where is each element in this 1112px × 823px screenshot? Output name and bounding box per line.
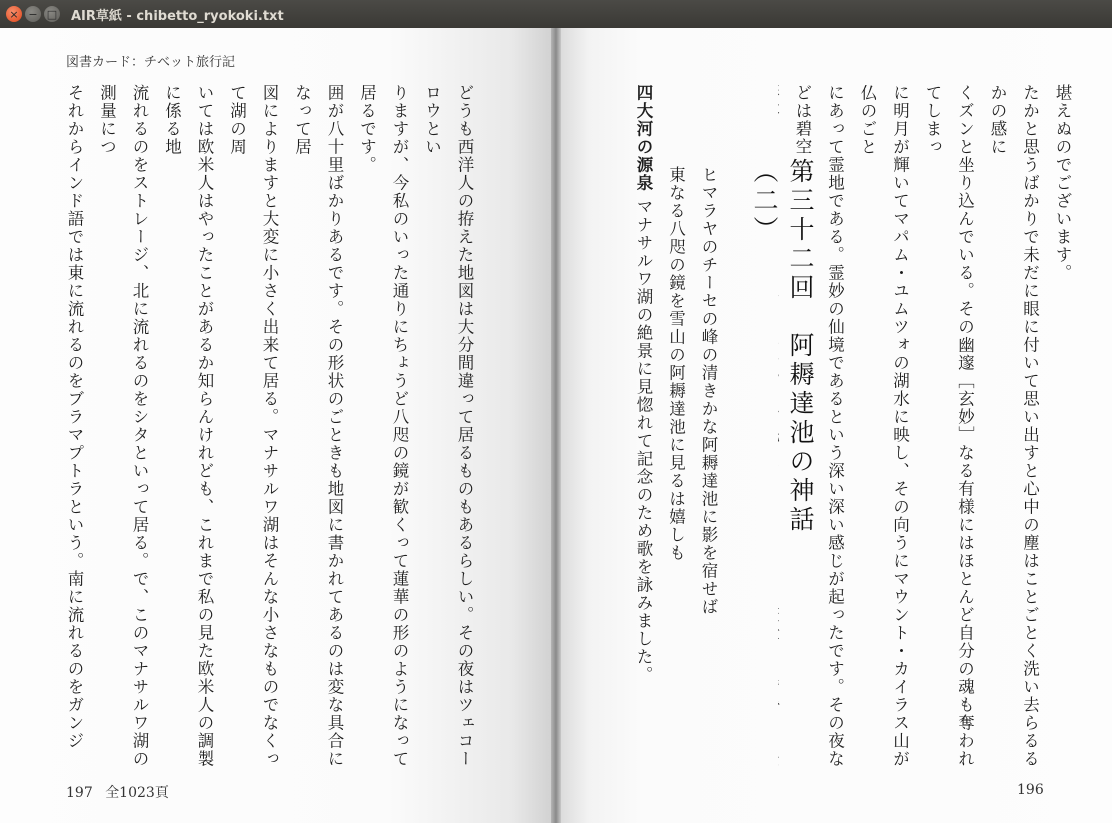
left-page-text [60, 84, 480, 774]
close-button[interactable] [6, 6, 22, 22]
subsection-line [634, 84, 659, 774]
title-bar [0, 0, 1112, 28]
close-icon: × [9, 7, 19, 21]
text-line: 囲が八十里ばかりあるです。その形状のごときも地図に書かれてあるのは変な具合になって居 [292, 84, 344, 768]
subsection-heading: 四大河の源泉 [634, 84, 653, 192]
subsection-text: マナサルワ湖の絶景に見惚れて記念のため歌を詠みました。 [634, 198, 653, 684]
right-page-text [778, 84, 1078, 774]
book-view[interactable] [0, 28, 1112, 823]
minimize-button[interactable] [25, 6, 41, 22]
maximize-button[interactable] [44, 6, 60, 22]
right-page-subsection [634, 84, 724, 774]
text-line: いては欧米人はやったことがあるか知らんけれども、これまで私の見た欧米人の調製に係る地 [162, 84, 214, 768]
right-page[interactable] [556, 28, 1112, 823]
text-line: どうも西洋人の拵えた地図は大分間違って居るものもあるらしい。その夜はツェコーロウとい [422, 84, 474, 768]
text-line: それからインド語では東に流れるのをブラマプトラという。南に流れるのをガンジ [65, 84, 84, 750]
text-line: たかと思うばかりで未だに眼に付いて思い出すと心中の塵はことごとく洗い去らるるかの感に [988, 84, 1040, 768]
chapter-title: 第三十二回 阿耨達池の神話（二） [750, 158, 815, 535]
text-line: 図によりますと大変に小さく出来て居る。マナサルワ湖はそんな小さなものでなくって湖の周 [227, 84, 279, 768]
text-line: 堪えぬのでございます。 [1053, 84, 1072, 282]
left-page-footer [66, 782, 169, 802]
window-title: AIR草紙 - chibetto_ryokoki.txt [71, 8, 284, 24]
poem-line: 東なる八咫の鏡を雪山の阿耨達池に見るは嬉しも [666, 166, 686, 562]
book-spine [551, 28, 561, 823]
left-page-number: 197 [66, 785, 93, 801]
total-pages: 全1023頁 [105, 785, 169, 801]
text-line: りますが、今私のいった通りにちょうど八咫の鏡が歓くって蓮華の形のようになって居るです。 [357, 84, 409, 768]
poem-line: ヒマラヤのチーセの峰の清きかな阿耨達池に影を宿せば [699, 166, 718, 616]
book-card-header: 図書カード：チベット旅行記 [66, 55, 236, 70]
right-page-number: 196 [1017, 782, 1044, 798]
maximize-icon: □ [46, 7, 58, 21]
text-line: に明月が輝いてマパム・ユムツォの湖水に映し、その向うにマウント・カイラス山が仏のごと [858, 84, 910, 768]
minimize-icon: − [28, 7, 38, 21]
text-line: にあって霊地である。霊妙の仙境であるという深い深い感じが起ったです。その夜などは碧空 [793, 84, 845, 768]
text-line: 流れるのをストレージ、北に流れるのをシタといって居る。で、このマナサルワ湖の測量につ [97, 84, 149, 768]
text-line: くズンと坐り込んでいる。その幽邃［玄妙］なる有様にはほとんど自分の魂も奪われてしまっ [923, 84, 975, 768]
left-page[interactable] [0, 28, 556, 823]
